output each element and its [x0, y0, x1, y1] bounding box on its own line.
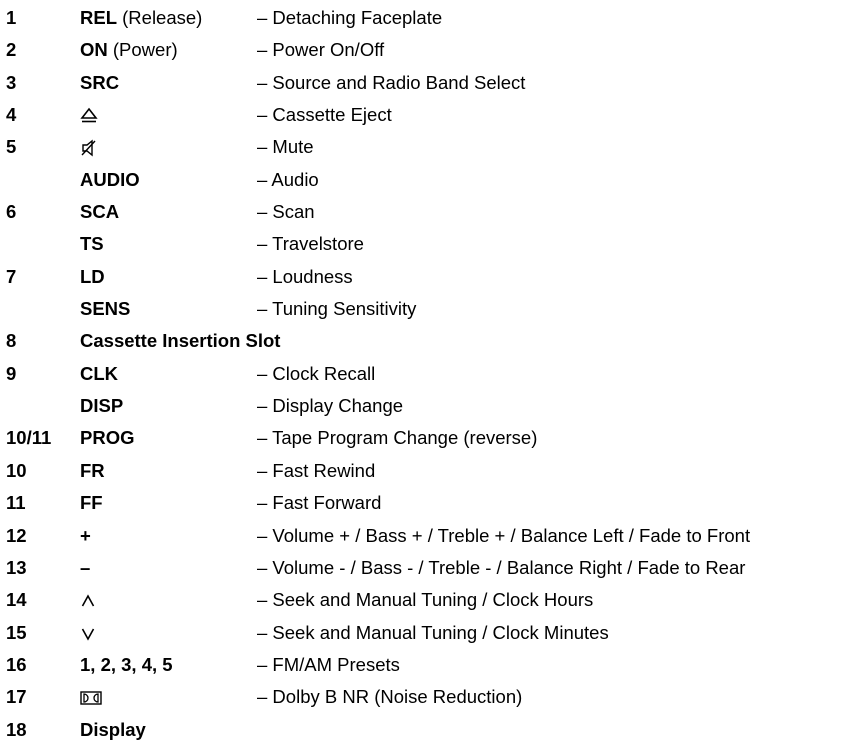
control-name: ON	[80, 39, 108, 61]
item-number: 6	[6, 201, 17, 223]
control-name: TS	[80, 233, 104, 255]
control-label	[80, 360, 118, 388]
list-item	[0, 619, 845, 651]
control-label	[80, 166, 140, 194]
item-number: 5	[6, 136, 17, 158]
control-description: – Power On/Off	[257, 39, 385, 61]
control-description: – Display Change	[257, 395, 404, 417]
control-note: (Release)	[117, 7, 203, 28]
caret-up-icon	[80, 593, 96, 609]
list-item	[0, 69, 845, 101]
list-item	[0, 295, 845, 327]
item-number: 15	[6, 621, 27, 643]
item-number: 17	[6, 686, 27, 708]
control-description: – Scan	[257, 201, 315, 223]
list-item	[0, 586, 845, 618]
item-number: 12	[6, 524, 27, 546]
list-item	[0, 4, 845, 36]
control-name: PROG	[80, 427, 135, 449]
control-label	[80, 36, 178, 64]
list-item	[0, 36, 845, 68]
list-item	[0, 360, 845, 392]
control-name: CLK	[80, 362, 119, 384]
control-label	[80, 69, 119, 97]
control-name: LD	[80, 265, 105, 287]
control-label	[80, 392, 123, 420]
control-symbol	[80, 619, 96, 647]
item-number: 10	[6, 459, 27, 481]
list-item	[0, 651, 845, 683]
item-number: 1	[6, 7, 17, 28]
control-description: – Travelstore	[257, 233, 364, 255]
control-label	[80, 554, 90, 582]
item-number: 9	[6, 362, 17, 384]
control-description: – Source and Radio Band Select	[257, 71, 526, 93]
control-name: FF	[80, 492, 103, 514]
item-number: 11	[6, 492, 26, 514]
list-item	[0, 554, 845, 586]
control-description: – Seek and Manual Tuning / Clock Hours	[257, 589, 594, 611]
list-item	[0, 716, 845, 748]
control-symbol	[80, 133, 98, 161]
control-description: – FM/AM Presets	[257, 653, 400, 675]
control-label	[80, 263, 105, 291]
item-number: 8	[6, 330, 17, 352]
control-label	[80, 327, 280, 355]
control-description: – Loudness	[257, 265, 353, 287]
list-item	[0, 263, 845, 295]
control-description: – Seek and Manual Tuning / Clock Minutes	[257, 621, 609, 643]
mute-icon	[80, 139, 98, 157]
control-description: – Cassette Eject	[257, 104, 392, 126]
control-symbol	[80, 683, 102, 711]
control-name: –	[80, 556, 91, 578]
control-label	[80, 4, 202, 32]
control-note: (Power)	[107, 39, 178, 61]
item-number: 16	[6, 653, 27, 675]
list-item	[0, 683, 845, 715]
item-number: 14	[6, 589, 27, 611]
control-label	[80, 424, 134, 452]
control-description: – Audio	[257, 168, 319, 190]
item-number: 7	[6, 265, 17, 287]
list-item	[0, 198, 845, 230]
list-item	[0, 230, 845, 262]
control-label	[80, 522, 91, 550]
control-name: SENS	[80, 298, 131, 320]
control-description: – Clock Recall	[257, 362, 376, 384]
control-name: SCA	[80, 201, 120, 223]
item-number: 3	[6, 71, 17, 93]
control-name: +	[80, 524, 91, 546]
control-description: – Fast Forward	[257, 492, 382, 514]
list-item	[0, 489, 845, 521]
control-name: DISP	[80, 395, 124, 417]
control-label	[80, 230, 104, 258]
control-name: 1, 2, 3, 4, 5	[80, 653, 173, 675]
control-description: – Detaching Faceplate	[257, 7, 443, 28]
control-label	[80, 457, 105, 485]
control-symbol	[80, 101, 98, 129]
item-number: 18	[6, 718, 27, 740]
control-label	[80, 489, 103, 517]
list-item	[0, 424, 845, 456]
control-name: SRC	[80, 71, 120, 93]
control-name: FR	[80, 459, 105, 481]
control-description: – Tuning Sensitivity	[257, 298, 417, 320]
control-description: – Mute	[257, 136, 314, 158]
item-number: 10/11	[6, 427, 52, 449]
item-number: 4	[6, 104, 17, 126]
control-label	[80, 651, 173, 679]
control-description: – Fast Rewind	[257, 459, 376, 481]
control-description: – Tape Program Change (reverse)	[257, 427, 538, 449]
list-item	[0, 457, 845, 489]
list-item	[0, 166, 845, 198]
control-symbol	[80, 586, 96, 614]
control-description: – Volume - / Bass - / Treble - / Balance Right / Fade to Rear	[257, 556, 746, 578]
control-description: – Volume + / Bass + / Treble + / Balance Left / Fade to Front	[257, 524, 751, 546]
control-name: REL	[80, 7, 117, 28]
item-number: 2	[6, 39, 17, 61]
list-item	[0, 101, 845, 133]
control-label	[80, 716, 146, 744]
list-item	[0, 392, 845, 424]
item-number: 13	[6, 556, 27, 578]
control-label	[80, 295, 130, 323]
control-name: Display	[80, 718, 146, 740]
control-label	[80, 198, 119, 226]
caret-down-icon	[80, 626, 96, 642]
control-name: AUDIO	[80, 168, 140, 190]
list-item	[0, 327, 845, 359]
control-name: Cassette Insertion Slot	[80, 330, 281, 352]
list-item	[0, 133, 845, 165]
dolby-icon	[80, 690, 102, 706]
control-description: – Dolby B NR (Noise Reduction)	[257, 686, 523, 708]
eject-icon	[80, 107, 98, 125]
list-item	[0, 522, 845, 554]
